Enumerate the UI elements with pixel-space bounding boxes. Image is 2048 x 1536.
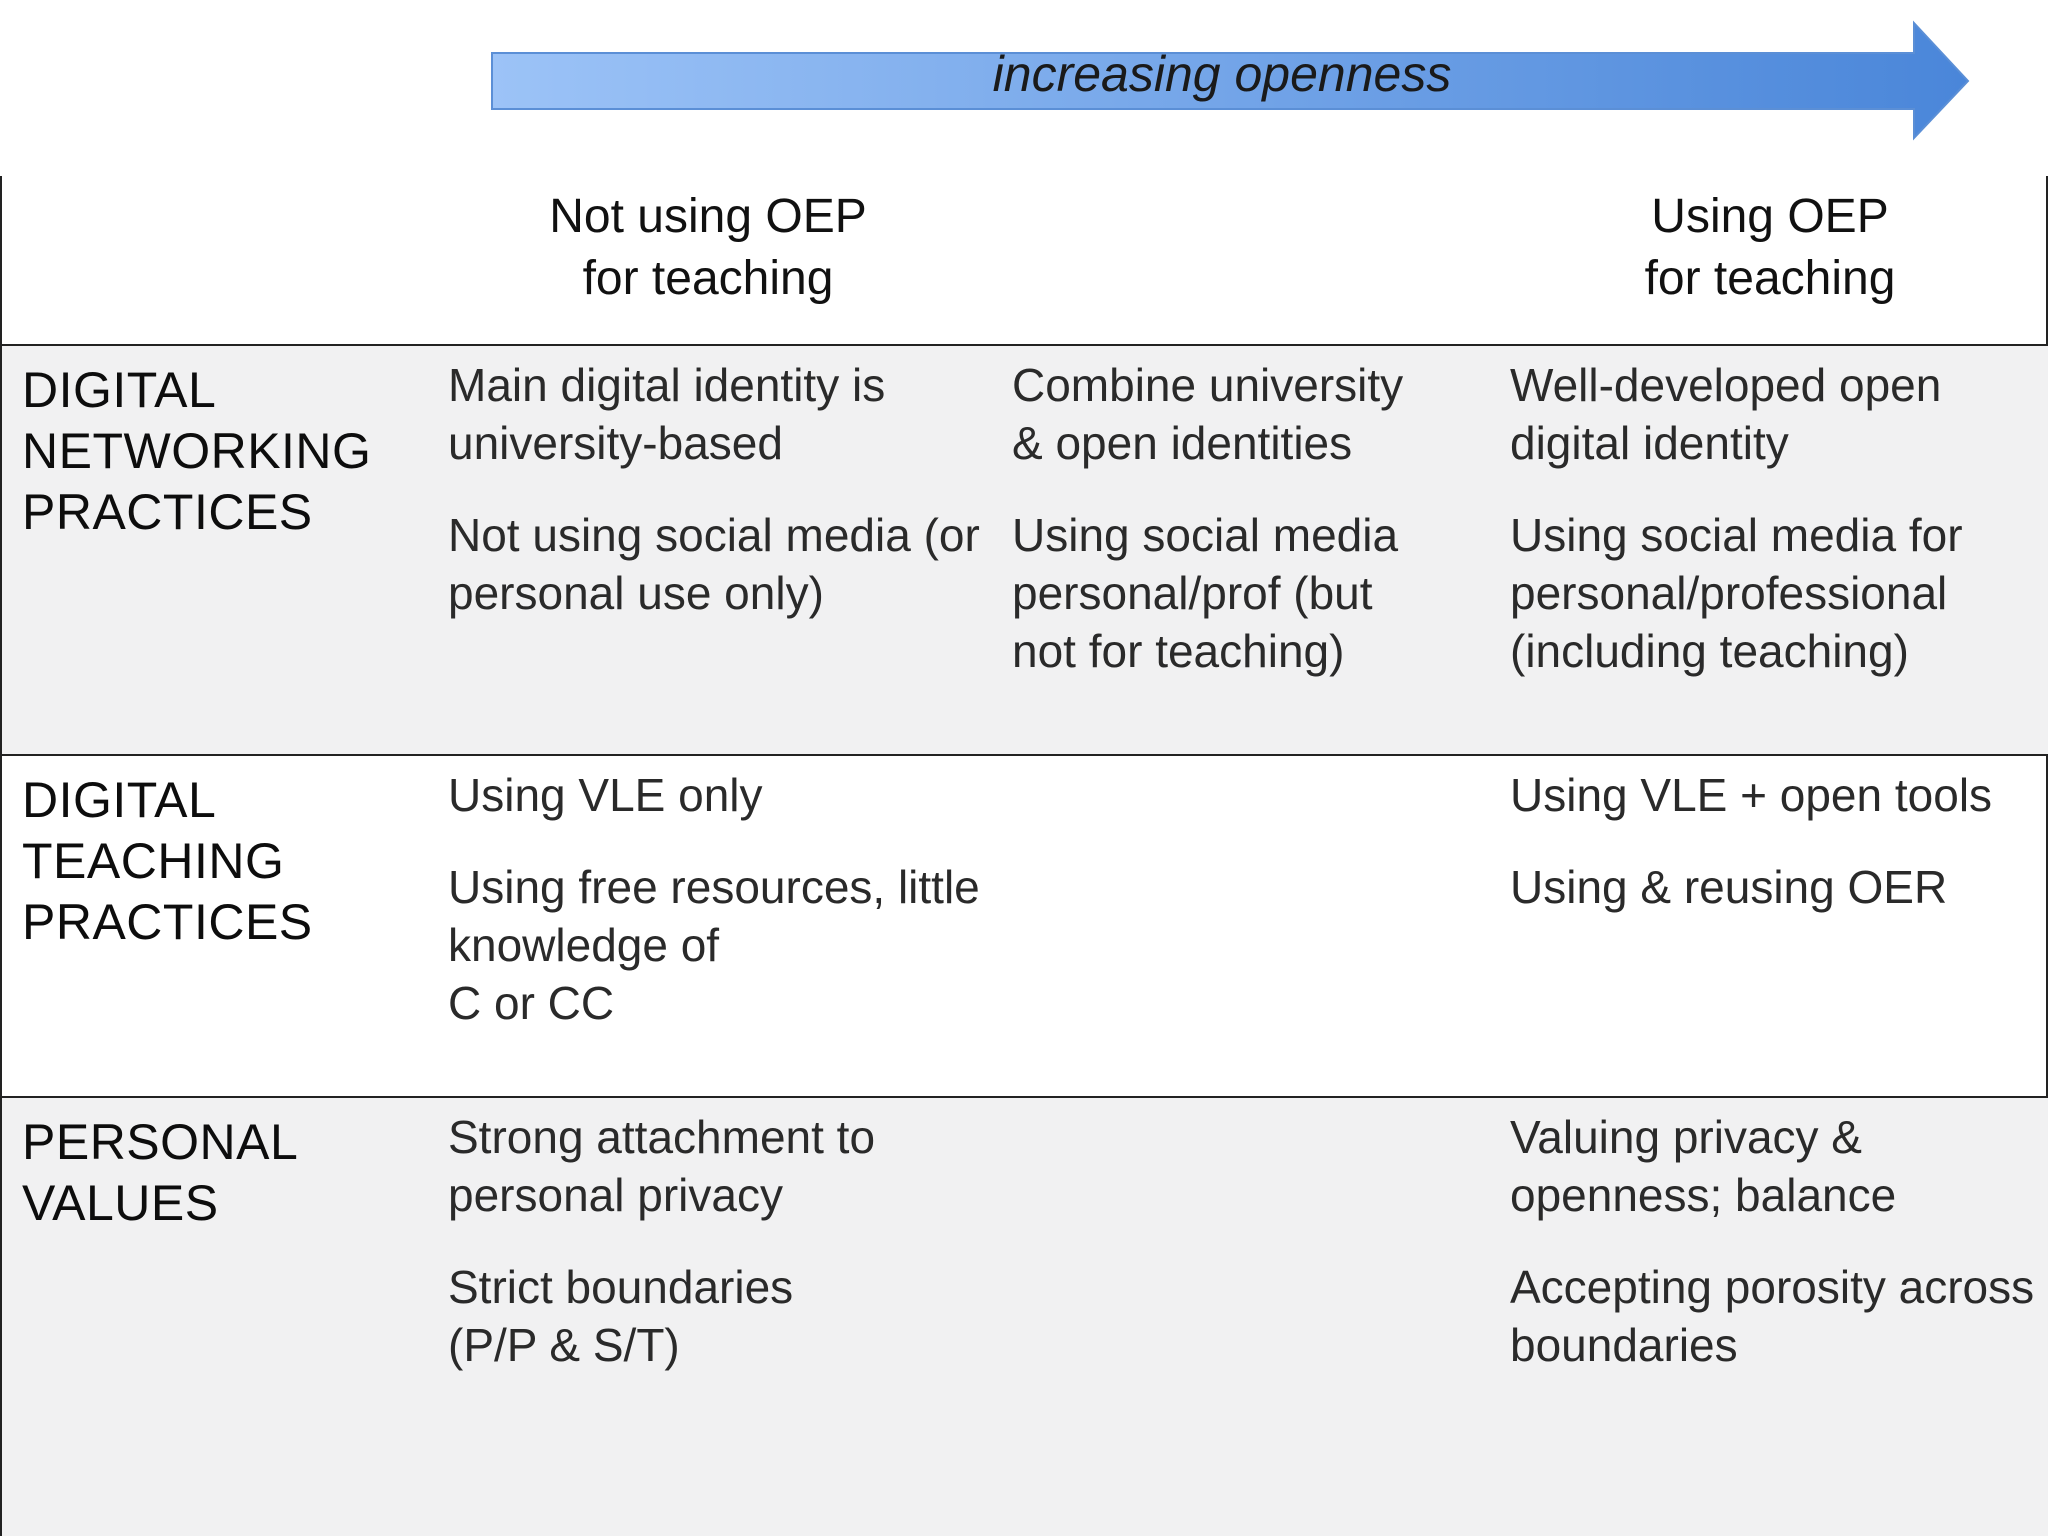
cell-text: Combine university & open identities (1012, 359, 1404, 469)
cell-text: Using social media for personal/professional (including teaching) (1510, 509, 1963, 677)
header-not-using-oep: Not using OEP for teaching (549, 190, 867, 305)
cell-using (1510, 766, 2046, 950)
cell-text: Strong attachment to personal privacy (448, 1111, 876, 1221)
cell-text: Well-developed open digital identity (1510, 359, 1942, 469)
openness-arrow (0, 0, 2048, 176)
cell-not-using (448, 1108, 988, 1408)
row-digital-networking (2, 344, 2048, 754)
cell-text: Using VLE only (448, 769, 763, 821)
cell-text: Using free resources, little knowledge of C or CC (448, 861, 980, 1029)
cell-text: Using & reusing OER (1510, 861, 1948, 913)
cell-text: Main digital identity is university-based (448, 359, 886, 469)
cell-text: Strict boundaries (P/P & S/T) (448, 1261, 794, 1371)
cell-using (1510, 1108, 2046, 1408)
row-title: PERSONAL VALUES (22, 1114, 299, 1231)
cell-text: Valuing privacy & openness; balance (1510, 1111, 1897, 1221)
row-title: DIGITAL NETWORKING PRACTICES (22, 362, 372, 540)
row-title: DIGITAL TEACHING PRACTICES (22, 772, 313, 950)
oep-matrix (0, 176, 2048, 1536)
arrow-label: increasing openness (992, 46, 1452, 102)
cell-not-using (448, 356, 988, 656)
cell-not-using (448, 766, 988, 1066)
cell-text: Using social media personal/prof (but not for teaching) (1012, 509, 1399, 677)
row-digital-teaching (2, 754, 2048, 1096)
cell-text: Accepting porosity across boundaries (1510, 1261, 2035, 1371)
cell-text: Not using social media (or personal use only) (448, 509, 980, 619)
header-using-oep: Using OEP for teaching (1644, 190, 1896, 305)
cell-middle (1012, 356, 1492, 714)
cell-using (1510, 356, 2046, 714)
cell-text: Using VLE + open tools (1510, 769, 1993, 821)
row-personal-values (2, 1096, 2048, 1536)
